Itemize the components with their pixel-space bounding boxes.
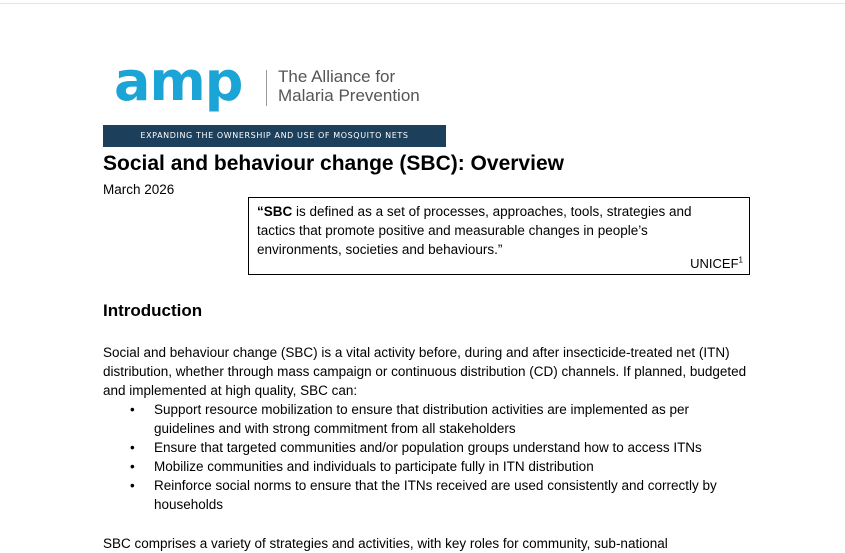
logo-org-line2: Malaria Prevention bbox=[278, 86, 420, 105]
list-item-text: Mobilize communities and individuals to participate fully in ITN distribution bbox=[154, 459, 594, 474]
list-item bbox=[103, 476, 753, 514]
list-item-text: Ensure that targeted communities and/or population groups understand how to access ITNs bbox=[154, 440, 702, 455]
list-item-text: Reinforce social norms to ensure that the ITNs received are used consistently and correctly by households bbox=[154, 478, 717, 512]
logo-divider bbox=[266, 70, 267, 106]
list-item-text: Support resource mobilization to ensure that distribution activities are implemented as per guidelines and with strong commitment from all stakeholders bbox=[154, 402, 690, 436]
bullet-icon: • bbox=[130, 459, 135, 474]
quote-body: is defined as a set of processes, approaches, tools, strategies and tactics that promote positive and measurable changes in people’s environments, societies and behaviours.” bbox=[257, 204, 692, 257]
bullet-icon: • bbox=[130, 440, 135, 455]
footnote-link[interactable]: 1 bbox=[738, 255, 743, 265]
page-top-border bbox=[0, 0, 845, 4]
quote-source: UNICEF bbox=[690, 256, 739, 271]
quote-attribution bbox=[690, 256, 743, 272]
list-item bbox=[103, 438, 753, 457]
intro-paragraph: Social and behaviour change (SBC) is a vital activity before, during and after insecticide-treated net (ITN) distribution, whether through mass campaign or continuous distribution (CD) channels. If planned, budgeted and implemented at high quality, SBC can: bbox=[103, 345, 747, 398]
quote-text bbox=[257, 202, 717, 259]
sbc-benefits-list bbox=[103, 400, 753, 514]
list-item bbox=[103, 400, 753, 438]
list-item bbox=[103, 457, 753, 476]
logo-wordmark: amp bbox=[114, 50, 243, 113]
section-heading-introduction: Introduction bbox=[103, 301, 203, 320]
quote-open-mark: “ bbox=[257, 204, 264, 219]
bullet-icon: • bbox=[130, 402, 135, 417]
document-date: March 2026 bbox=[103, 182, 175, 197]
next-paragraph: SBC comprises a variety of strategies and activities, with key roles for community, sub-national bbox=[103, 536, 668, 551]
quote-term: SBC bbox=[263, 204, 293, 219]
logo-org-name bbox=[278, 67, 420, 105]
logo-org-line1: The Alliance for bbox=[278, 67, 396, 86]
definition-quote-box bbox=[248, 197, 750, 275]
tagline-banner: EXPANDING THE OWNERSHIP AND USE OF MOSQUITO NETS bbox=[103, 125, 446, 147]
document-title: Social and behaviour change (SBC): Overview bbox=[103, 152, 564, 175]
bullet-icon: • bbox=[130, 478, 135, 493]
